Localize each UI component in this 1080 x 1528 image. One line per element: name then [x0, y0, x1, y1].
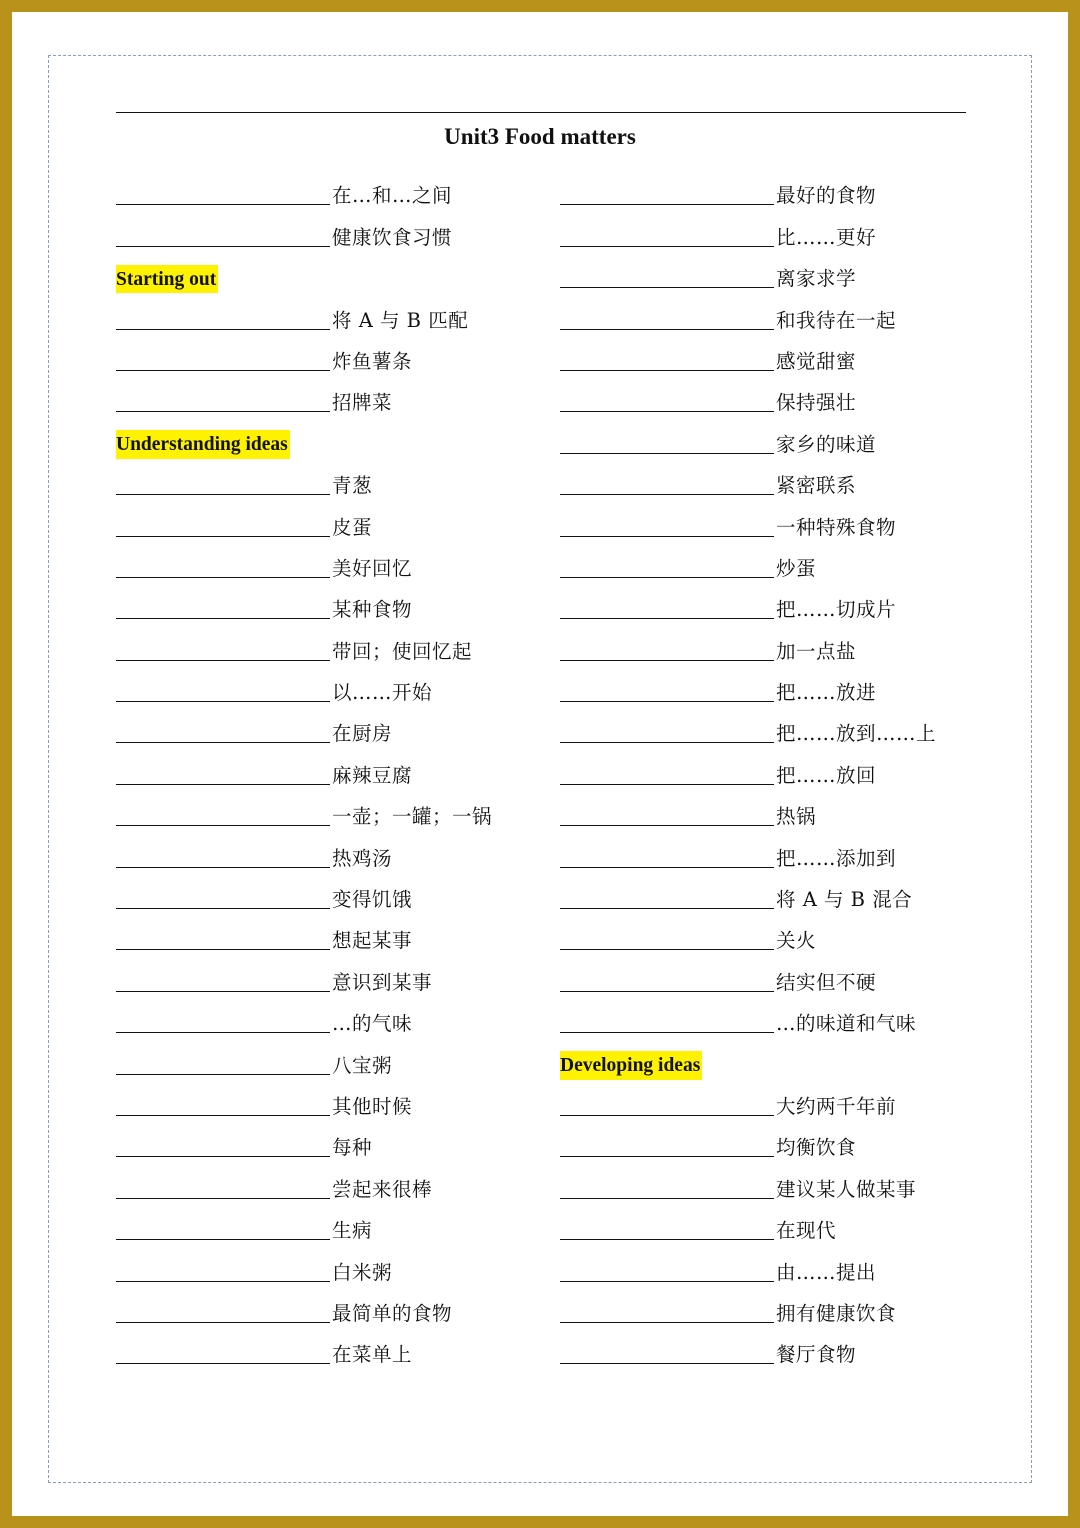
worksheet-page [12, 12, 1068, 1516]
chinese-meaning: 一壶；一罐；一锅 [332, 805, 493, 829]
vocab-entry [116, 877, 556, 918]
vocab-entry [560, 711, 1000, 752]
chinese-meaning: 热鸡汤 [332, 846, 393, 870]
answer-blank[interactable] [116, 370, 330, 371]
answer-blank[interactable] [560, 287, 774, 288]
vocab-entry [560, 546, 1000, 587]
answer-blank[interactable] [560, 1115, 774, 1116]
chinese-meaning: 感觉甜蜜 [776, 349, 857, 373]
chinese-meaning: 每种 [332, 1136, 373, 1160]
answer-blank[interactable] [560, 246, 774, 247]
chinese-meaning: 青葱 [332, 474, 373, 498]
chinese-meaning: 拥有健康饮食 [776, 1301, 897, 1325]
answer-blank[interactable] [560, 494, 774, 495]
chinese-meaning: 由……提出 [776, 1260, 877, 1284]
answer-blank[interactable] [116, 991, 330, 992]
chinese-meaning: 炒蛋 [776, 556, 817, 580]
vocab-entry [560, 1249, 1000, 1290]
chinese-meaning: 皮蛋 [332, 515, 373, 539]
vocab-entry [560, 1291, 1000, 1332]
vocab-entry [116, 173, 556, 214]
answer-blank[interactable] [560, 1322, 774, 1323]
answer-blank[interactable] [116, 1156, 330, 1157]
chinese-meaning: 最简单的食物 [332, 1301, 453, 1325]
vocab-entry [560, 173, 1000, 214]
answer-blank[interactable] [116, 701, 330, 702]
chinese-meaning: …的味道和气味 [776, 1012, 917, 1036]
vocab-entry [116, 711, 556, 752]
vocab-entry [560, 297, 1000, 338]
answer-blank[interactable] [116, 411, 330, 412]
answer-blank[interactable] [116, 1032, 330, 1033]
chinese-meaning: 一种特殊食物 [776, 515, 897, 539]
chinese-meaning: 在厨房 [332, 722, 393, 746]
chinese-meaning: 尝起来很棒 [332, 1177, 433, 1201]
vocab-entry [560, 1208, 1000, 1249]
chinese-meaning: …的气味 [332, 1012, 413, 1036]
vocab-entry [560, 380, 1000, 421]
vocab-entry [560, 959, 1000, 1000]
answer-blank[interactable] [116, 867, 330, 868]
answer-blank[interactable] [560, 577, 774, 578]
right-column [560, 173, 1000, 1373]
vocab-entry [116, 1042, 556, 1083]
answer-blank[interactable] [560, 701, 774, 702]
vocab-entry [116, 1332, 556, 1373]
answer-blank[interactable] [560, 908, 774, 909]
answer-blank[interactable] [116, 494, 330, 495]
answer-blank[interactable] [116, 536, 330, 537]
vocab-entry [116, 835, 556, 876]
answer-blank[interactable] [116, 1281, 330, 1282]
vocab-entry [116, 1291, 556, 1332]
header-rule [116, 112, 966, 113]
answer-blank[interactable] [560, 867, 774, 868]
vocab-entry [116, 1125, 556, 1166]
answer-blank[interactable] [560, 742, 774, 743]
chinese-meaning: 在…和…之间 [332, 184, 453, 208]
vocab-entry [116, 628, 556, 669]
chinese-meaning: 保持强壮 [776, 391, 857, 415]
answer-blank[interactable] [116, 825, 330, 826]
chinese-meaning: 以……开始 [332, 681, 433, 705]
chinese-meaning: 把……放进 [776, 681, 877, 705]
chinese-meaning: 把……添加到 [776, 846, 897, 870]
answer-blank[interactable] [116, 784, 330, 785]
vocab-entry [116, 1208, 556, 1249]
vocab-entry [116, 959, 556, 1000]
chinese-meaning: 将 A 与 B 混合 [776, 888, 913, 912]
vocab-entry [116, 1166, 556, 1207]
answer-blank[interactable] [116, 908, 330, 909]
chinese-meaning: 白米粥 [332, 1260, 393, 1284]
answer-blank[interactable] [116, 1322, 330, 1323]
answer-blank[interactable] [116, 660, 330, 661]
answer-blank[interactable] [560, 825, 774, 826]
chinese-meaning: 把……切成片 [776, 598, 897, 622]
answer-blank[interactable] [560, 1281, 774, 1282]
answer-blank[interactable] [116, 1074, 330, 1075]
chinese-meaning: 最好的食物 [776, 184, 877, 208]
chinese-meaning: 在菜单上 [332, 1343, 413, 1367]
answer-blank[interactable] [560, 1032, 774, 1033]
chinese-meaning: 大约两千年前 [776, 1094, 897, 1118]
chinese-meaning: 把……放到……上 [776, 722, 937, 746]
answer-blank[interactable] [560, 204, 774, 205]
chinese-meaning: 变得饥饿 [332, 888, 413, 912]
chinese-meaning: 均衡饮食 [776, 1136, 857, 1160]
vocab-entry [116, 918, 556, 959]
chinese-meaning: 招牌菜 [332, 391, 393, 415]
vocab-entry [560, 214, 1000, 255]
answer-blank[interactable] [116, 1363, 330, 1364]
vocab-entry [116, 214, 556, 255]
vocab-entry [560, 339, 1000, 380]
vocab-entry [116, 670, 556, 711]
section-heading: Starting out [116, 265, 218, 294]
chinese-meaning: 和我待在一起 [776, 308, 897, 332]
vocab-entry [560, 877, 1000, 918]
chinese-meaning: 想起某事 [332, 929, 413, 953]
chinese-meaning: 炸鱼薯条 [332, 349, 413, 373]
answer-blank[interactable] [560, 1198, 774, 1199]
chinese-meaning: 八宝粥 [332, 1053, 393, 1077]
answer-blank[interactable] [560, 618, 774, 619]
chinese-meaning: 餐厅食物 [776, 1343, 857, 1367]
answer-blank[interactable] [116, 949, 330, 950]
answer-blank[interactable] [116, 1198, 330, 1199]
vocab-entry [560, 504, 1000, 545]
answer-blank[interactable] [116, 742, 330, 743]
chinese-meaning: 美好回忆 [332, 556, 413, 580]
vocab-entry [560, 794, 1000, 835]
chinese-meaning: 结实但不硬 [776, 970, 877, 994]
vocab-entry [560, 835, 1000, 876]
answer-blank[interactable] [560, 1156, 774, 1157]
section-heading: Understanding ideas [116, 430, 290, 459]
vocab-entry [116, 504, 556, 545]
page-title: Unit3 Food matters [444, 124, 636, 149]
chinese-meaning: 建议某人做某事 [776, 1177, 917, 1201]
chinese-meaning: 健康饮食习惯 [332, 225, 453, 249]
answer-blank[interactable] [560, 1363, 774, 1364]
chinese-meaning: 离家求学 [776, 267, 857, 291]
vocab-entry [116, 339, 556, 380]
answer-blank[interactable] [116, 204, 330, 205]
section-heading-row [116, 256, 556, 297]
answer-blank[interactable] [116, 246, 330, 247]
vocab-entry [116, 1084, 556, 1125]
chinese-meaning: 紧密联系 [776, 474, 857, 498]
vocab-entry [116, 546, 556, 587]
chinese-meaning: 比……更好 [776, 225, 877, 249]
vocab-entry [560, 587, 1000, 628]
chinese-meaning: 意识到某事 [332, 970, 433, 994]
vocab-entry [116, 1001, 556, 1042]
chinese-meaning: 某种食物 [332, 598, 413, 622]
vocab-entry [560, 463, 1000, 504]
left-column [116, 173, 556, 1373]
answer-blank[interactable] [116, 1239, 330, 1240]
answer-blank[interactable] [560, 329, 774, 330]
vocab-entry [560, 1166, 1000, 1207]
answer-blank[interactable] [116, 329, 330, 330]
chinese-meaning: 麻辣豆腐 [332, 763, 413, 787]
answer-blank[interactable] [560, 536, 774, 537]
chinese-meaning: 热锅 [776, 805, 817, 829]
vocab-entry [116, 463, 556, 504]
answer-blank[interactable] [560, 660, 774, 661]
vocab-entry [560, 421, 1000, 462]
vocab-entry [116, 587, 556, 628]
chinese-meaning: 其他时候 [332, 1094, 413, 1118]
answer-blank[interactable] [116, 618, 330, 619]
chinese-meaning: 在现代 [776, 1219, 837, 1243]
vocab-entry [560, 918, 1000, 959]
vocab-entry [116, 1249, 556, 1290]
chinese-meaning: 将 A 与 B 匹配 [332, 308, 469, 332]
vocab-entry [560, 1084, 1000, 1125]
vocab-entry [116, 794, 556, 835]
section-heading-row [560, 1042, 1000, 1083]
section-heading-row [116, 421, 556, 462]
vocab-entry [560, 670, 1000, 711]
answer-blank[interactable] [560, 453, 774, 454]
vocab-entry [560, 628, 1000, 669]
chinese-meaning: 关火 [776, 929, 817, 953]
vocab-entry [116, 297, 556, 338]
chinese-meaning: 家乡的味道 [776, 432, 877, 456]
answer-blank[interactable] [560, 1239, 774, 1240]
answer-blank[interactable] [116, 1115, 330, 1116]
vocab-entry [116, 380, 556, 421]
answer-blank[interactable] [560, 991, 774, 992]
chinese-meaning: 生病 [332, 1219, 373, 1243]
section-heading: Developing ideas [560, 1051, 702, 1080]
answer-blank[interactable] [116, 577, 330, 578]
vocab-entry [560, 256, 1000, 297]
vocab-entry [560, 1332, 1000, 1373]
answer-blank[interactable] [560, 370, 774, 371]
chinese-meaning: 带回；使回忆起 [332, 639, 473, 663]
chinese-meaning: 把……放回 [776, 763, 877, 787]
answer-blank[interactable] [560, 949, 774, 950]
vocab-entry [560, 752, 1000, 793]
chinese-meaning: 加一点盐 [776, 639, 857, 663]
answer-blank[interactable] [560, 411, 774, 412]
vocab-entry [116, 752, 556, 793]
vocab-entry [560, 1001, 1000, 1042]
vocab-entry [560, 1125, 1000, 1166]
answer-blank[interactable] [560, 784, 774, 785]
